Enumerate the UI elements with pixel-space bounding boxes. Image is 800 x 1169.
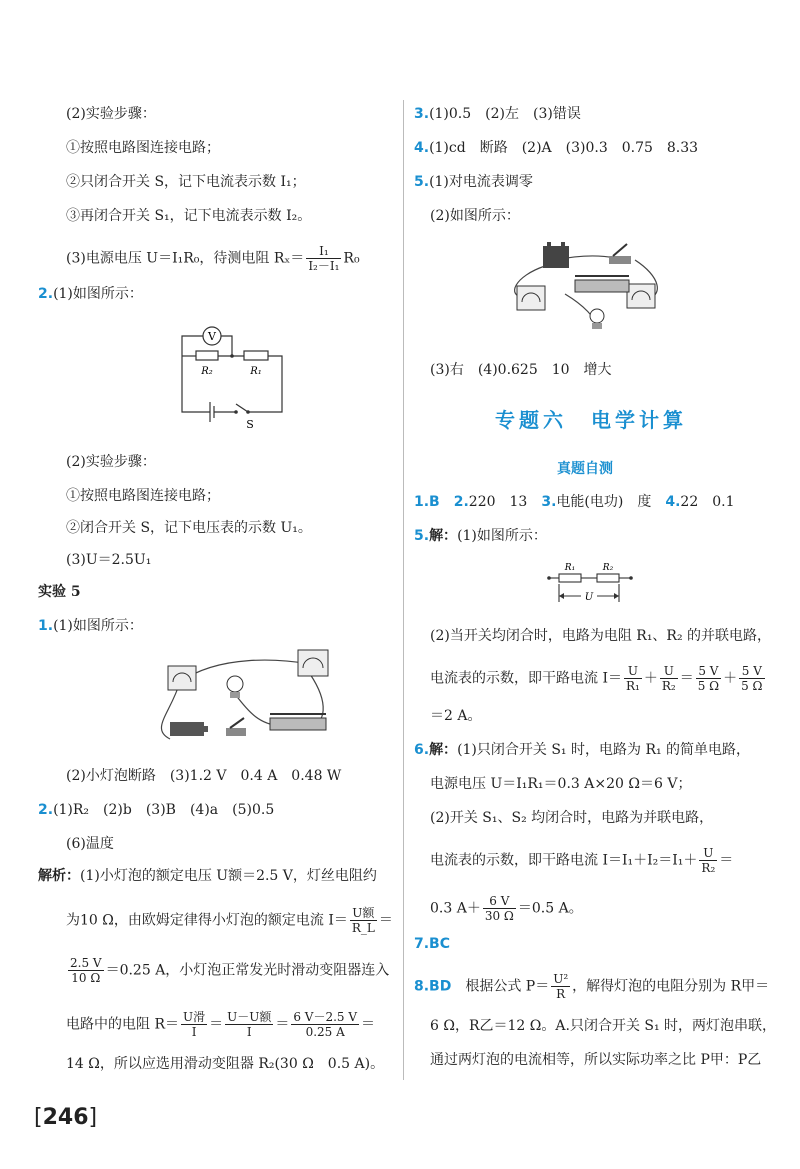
- fraction: $\frac{\text{U－U额}}{I}$: [227, 1010, 272, 1039]
- answer-6: 6.解：(1)只闭合开关 S₁ 时，电路为 R₁ 的简单电路，: [414, 742, 751, 758]
- fraction: $\frac{\text{U滑}}{I}$: [183, 1010, 206, 1039]
- answer-8: 8.BD 根据公式 P＝ $\frac{\text{U²}}{R}$ ，解得灯泡的电阻分别为 R甲＝: [414, 972, 770, 1001]
- resistor-label: R₂: [201, 366, 213, 377]
- formula-text: R₀: [343, 250, 360, 267]
- question-2b: [38, 800, 274, 820]
- voltmeter-icon: [298, 650, 328, 676]
- fraction: $\frac{5 V}{5 \Omega}$: [741, 664, 763, 693]
- analysis-label: 解析：: [38, 868, 80, 884]
- fraction: $\frac{U}{\text{R₂}}$: [661, 664, 676, 693]
- voltmeter-icon: [627, 284, 655, 308]
- ammeter-icon: [517, 286, 545, 310]
- resistor-label: R₁: [564, 563, 576, 573]
- answers-1-4: 1.B 2.220 13 3.电能(电功) 度 4.22 0.1: [414, 494, 735, 510]
- text-line: 电源电压 U＝I₁R₁＝0.3 A×20 Ω＝6 V；: [430, 776, 692, 792]
- voltmeter-label: V: [208, 330, 216, 343]
- text-line: 通过两灯泡的电流相等，所以实际功率之比 P甲：P乙: [430, 1052, 762, 1068]
- text-line: ①按照电路图连接电路；: [66, 488, 220, 504]
- bulb-icon: [590, 309, 604, 329]
- question-text: (1)如图所示：: [53, 286, 143, 302]
- question-number: 2.: [38, 286, 54, 302]
- answer-5: 5.(1)对电流表调零: [414, 174, 533, 190]
- fraction: $\frac{6 V}{30 \Omega}$: [484, 894, 514, 923]
- fraction: $\frac{2.5 V}{10 \Omega}$: [70, 956, 102, 985]
- text-line: ③再闭合开关 S₁，记下电流表示数 I₂。: [66, 208, 312, 224]
- text-line: ＝2 A。: [430, 708, 482, 724]
- text-line: 14 Ω，所以应选用滑动变阻器 R₂(30 Ω 0.5 A)。: [66, 1056, 385, 1072]
- text-line: (2)当开关均闭合时，电路为电阻 R₁、R₂ 的并联电路，: [430, 628, 772, 644]
- ammeter-icon: [168, 666, 196, 690]
- experiment-wiring-illustration: [140, 644, 340, 754]
- text-line: (2)实验步骤：: [66, 454, 156, 470]
- question-text: (1)R₂ (2)b (3)B (4)a (5)0.5: [53, 802, 275, 818]
- switch-label: S: [246, 418, 254, 430]
- fraction: $\frac{6 V-2.5 V}{0.25 A}$: [293, 1010, 358, 1039]
- formula-line: $\frac{2.5 V}{10 \Omega}$ ＝0.25 A，小灯泡正常发光时滑动变阻器连入: [70, 956, 390, 985]
- fraction: $\frac{\text{U额}}{R\_L}$: [351, 906, 375, 935]
- text-line: (3)U＝2.5U₁: [66, 552, 152, 568]
- formula-text: (3)电源电压 U＝I₁R₀，待测电阻 Rₓ＝: [66, 250, 305, 267]
- analysis-text: (1)小灯泡的额定电压 U额＝2.5 V，灯丝电阻约: [80, 868, 377, 884]
- text-line: (2)开关 S₁、S₂ 均闭合时，电路为并联电路，: [430, 810, 714, 826]
- rheostat-icon: [575, 276, 629, 292]
- answer-7: 7.BC: [414, 936, 451, 952]
- question-2: [38, 284, 143, 304]
- fraction: $\frac{\text{I₁}}{\text{I₂－I₁}}$: [308, 244, 340, 273]
- question-1: [38, 616, 143, 636]
- voltage-label: U: [584, 592, 594, 603]
- text-line: (3)右 (4)0.625 10 增大: [430, 362, 612, 378]
- formula-line: 电流表的示数，即干路电流 I＝ $\frac{U}{\text{R₁}}$ ＋ $\frac{U}{\text{R₂}}$ ＝ $\frac{5 V}{5 \Omega}$ ＋ $\frac{5 V}{5 \Omega}$: [430, 664, 763, 693]
- battery-icon: [170, 722, 208, 736]
- formula-line: 为10 Ω，由欧姆定律得小灯泡的额定电流 I＝ $\frac{\text{U额}}{R\_L}$ ＝: [66, 906, 393, 935]
- battery-icon: [543, 242, 569, 268]
- resistor-label: R₁: [250, 366, 262, 377]
- fraction: $\frac{\text{U²}}{R}$: [553, 972, 569, 1001]
- text-line: 6 Ω，R乙＝12 Ω。A.只闭合开关 S₁ 时，两灯泡串联，: [430, 1018, 777, 1034]
- text-line: ②闭合开关 S，记下电压表的示数 U₁。: [66, 520, 312, 536]
- text-line: (6)温度: [66, 836, 114, 852]
- text-line: ②只闭合开关 S，记下电流表示数 I₁；: [66, 174, 306, 190]
- switch-icon: [226, 718, 246, 736]
- column-divider: [403, 100, 404, 1080]
- formula-line: [66, 244, 360, 273]
- circuit-diagram-series-voltmeter: [170, 318, 300, 430]
- question-text: (1)如图所示：: [53, 618, 143, 634]
- page-number: [246]: [34, 1105, 98, 1130]
- formula-line: 0.3 A＋ $\frac{6 V}{30 \Omega}$ ＝0.5 A。: [430, 894, 583, 923]
- answer-3: 3.(1)0.5 (2)左 (3)错误: [414, 106, 581, 122]
- bulb-icon: [227, 676, 243, 698]
- fraction: $\frac{U}{\text{R₁}}$: [625, 664, 640, 693]
- fraction: $\frac{U}{\text{R₂}}$: [701, 846, 716, 875]
- text-line: (2)实验步骤：: [66, 106, 156, 122]
- question-number: 2.: [38, 802, 54, 818]
- question-number: 1.: [38, 618, 54, 634]
- switch-icon: [609, 244, 631, 264]
- section-title: 实验 5: [38, 584, 81, 600]
- series-resistor-diagram: [545, 558, 635, 606]
- answer-5b: 5.解：(1)如图所示：: [414, 528, 547, 544]
- section-heading: 专题六 电学计算: [495, 408, 687, 432]
- text-line: ①按照电路图连接电路；: [66, 140, 220, 156]
- text-line: (2)小灯泡断路 (3)1.2 V 0.4 A 0.48 W: [66, 768, 342, 784]
- answer-4: 4.(1)cd 断路 (2)A (3)0.3 0.75 8.33: [414, 140, 699, 156]
- section-subheading: 真题自测: [557, 461, 613, 477]
- formula-line: 电流表的示数，即干路电流 I＝I₁＋I₂＝I₁＋ $\frac{U}{\text{R₂}}$ ＝: [430, 846, 734, 875]
- resistor-label: R₂: [602, 563, 614, 573]
- experiment-wiring-illustration-2: [505, 236, 665, 346]
- formula-line: 电路中的电阻 R＝ $\frac{\text{U滑}}{I}$ ＝ $\frac{\text{U－U额}}{I}$ ＝ $\frac{6 V-2.5 V}{0.25 A}$ ＝: [66, 1010, 376, 1039]
- fraction: $\frac{5 V}{5 \Omega}$: [697, 664, 720, 693]
- text-line: (2)如图所示：: [430, 208, 520, 224]
- rheostat-icon: [270, 714, 326, 730]
- analysis-line: [38, 866, 377, 886]
